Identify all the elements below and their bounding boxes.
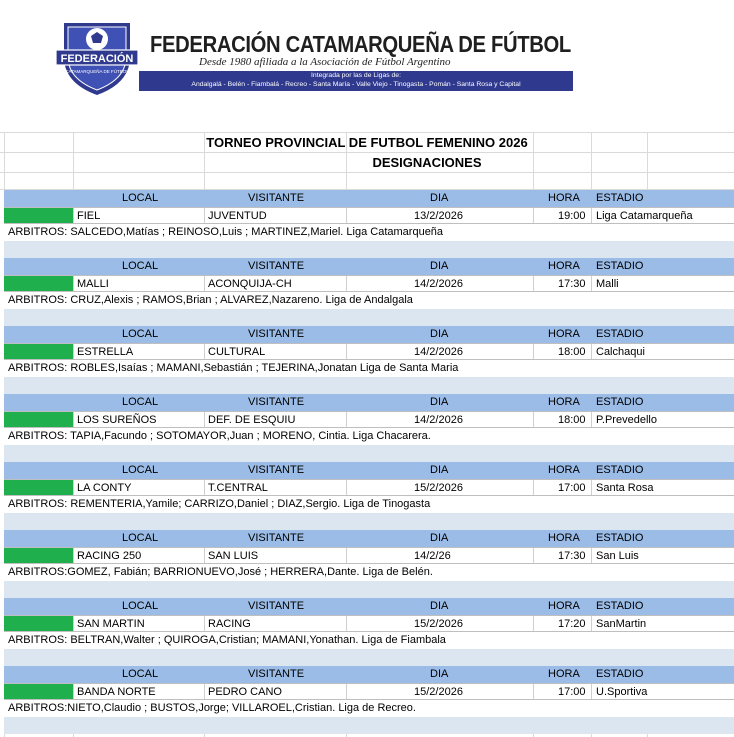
visiting-team: RACING xyxy=(208,618,251,630)
column-header-row xyxy=(4,394,734,411)
referees-text: ARBITROS: CRUZ,Alexis ; RAMOS,Brian ; ALVAREZ,Nazareno. Liga de Andalgala xyxy=(8,294,413,306)
col-estadio: ESTADIO xyxy=(596,532,644,544)
referees-row xyxy=(4,496,734,513)
match-date: 15/2/2026 xyxy=(414,686,463,698)
spacer-row xyxy=(4,513,734,530)
green-marker xyxy=(4,344,73,359)
stadium: SanMartin xyxy=(596,618,647,630)
spacer-row xyxy=(4,309,734,326)
referees-row xyxy=(4,700,734,717)
stadium: Santa Rosa xyxy=(596,482,654,494)
match-row xyxy=(4,275,734,292)
col-local: LOCAL xyxy=(122,600,159,612)
referees-text: ARBITROS: REMENTERIA,Yamile; CARRIZO,Daniel ; DIAZ,Sergio. Liga de Tinogasta xyxy=(8,498,431,510)
designations-title: DESIGNACIONES xyxy=(372,155,482,170)
local-team: ESTRELLA xyxy=(77,346,134,358)
green-marker xyxy=(4,684,73,699)
stadium: San Luis xyxy=(596,550,639,562)
local-team: RACING 250 xyxy=(77,550,142,562)
referees-text: ARBITROS:NIETO,Claudio ; BUSTOS,Jorge; VILLAROEL,Cristian. Liga de Recreo. xyxy=(8,702,416,714)
match-time: 18:00 xyxy=(558,346,586,358)
match-row xyxy=(4,479,734,496)
green-marker xyxy=(4,548,73,563)
local-team: MALLI xyxy=(77,278,109,290)
match-date: 15/2/2026 xyxy=(414,482,463,494)
column-header-row xyxy=(4,190,734,207)
col-visitante: VISITANTE xyxy=(248,532,305,544)
visiting-team: CULTURAL xyxy=(208,346,266,358)
federation-header xyxy=(0,0,734,132)
match-time: 18:00 xyxy=(558,414,586,426)
column-header-row xyxy=(4,666,734,683)
match-date: 13/2/2026 xyxy=(414,210,463,222)
ligas-heading: Integrada por las de Ligas de: xyxy=(311,72,401,79)
spacer-row xyxy=(4,377,734,394)
match-date: 14/2/2026 xyxy=(414,346,463,358)
match-row xyxy=(4,683,734,700)
col-local: LOCAL xyxy=(122,260,159,272)
match-date: 14/2/26 xyxy=(414,550,451,562)
spacer-row xyxy=(4,717,734,734)
spacer-row xyxy=(4,581,734,598)
col-estadio: ESTADIO xyxy=(596,464,644,476)
federation-subtitle: Desde 1980 afiliada a la Asociación de Fútbol Argentino xyxy=(199,56,451,68)
referees-row xyxy=(4,360,734,377)
col-dia: DIA xyxy=(430,464,449,476)
green-marker xyxy=(4,616,73,631)
col-hora: HORA xyxy=(548,192,580,204)
match-row xyxy=(4,615,734,632)
col-dia: DIA xyxy=(430,600,449,612)
referees-row xyxy=(4,292,734,309)
local-team: LA CONTY xyxy=(77,482,132,494)
tournament-title: TORNEO PROVINCIAL DE FUTBOL FEMENINO 2026 xyxy=(206,135,528,150)
stadium: Calchaqui xyxy=(596,346,645,358)
col-dia: DIA xyxy=(430,532,449,544)
stadium: U.Sportiva xyxy=(596,686,648,698)
match-time: 17:30 xyxy=(558,278,586,290)
stadium: Malli xyxy=(596,278,619,290)
visiting-team: ACONQUIJA-CH xyxy=(208,278,292,290)
col-estadio: ESTADIO xyxy=(596,600,644,612)
col-estadio: ESTADIO xyxy=(596,396,644,408)
match-time: 17:20 xyxy=(558,618,586,630)
match-date: 14/2/2026 xyxy=(414,278,463,290)
col-estadio: ESTADIO xyxy=(596,260,644,272)
col-visitante: VISITANTE xyxy=(248,192,305,204)
match-time: 17:00 xyxy=(558,686,586,698)
visiting-team: PEDRO CANO xyxy=(208,686,282,698)
spacer-row xyxy=(4,241,734,258)
col-estadio: ESTADIO xyxy=(596,192,644,204)
col-visitante: VISITANTE xyxy=(248,328,305,340)
referees-row xyxy=(4,224,734,241)
col-hora: HORA xyxy=(548,328,580,340)
spacer-row xyxy=(4,445,734,462)
match-date: 15/2/2026 xyxy=(414,618,463,630)
local-team: LOS SUREÑOS xyxy=(77,414,157,426)
local-team: SAN MARTIN xyxy=(77,618,145,630)
match-date: 14/2/2026 xyxy=(414,414,463,426)
column-header-row xyxy=(4,258,734,275)
col-hora: HORA xyxy=(548,532,580,544)
green-marker xyxy=(4,412,73,427)
svg-text:CATAMARQUEÑA DE FÚTBOL: CATAMARQUEÑA DE FÚTBOL xyxy=(65,69,129,74)
col-local: LOCAL xyxy=(122,192,159,204)
referees-text: ARBITROS: BELTRAN,Walter ; QUIROGA,Cristian; MAMANI,Yonathan. Liga de Fiambala xyxy=(8,634,446,646)
local-team: BANDA NORTE xyxy=(77,686,156,698)
col-hora: HORA xyxy=(548,668,580,680)
col-hora: HORA xyxy=(548,600,580,612)
referees-text: ARBITROS: ROBLES,Isaías ; MAMANI,Sebastián ; TEJERINA,Jonatan Liga de Santa Maria xyxy=(8,362,459,374)
col-local: LOCAL xyxy=(122,328,159,340)
match-time: 17:30 xyxy=(558,550,586,562)
referees-text: ARBITROS:GOMEZ, Fabián; BARRIONUEVO,José ; HERRERA,Dante. Liga de Belén. xyxy=(8,566,433,578)
referees-row xyxy=(4,632,734,649)
col-visitante: VISITANTE xyxy=(248,668,305,680)
col-estadio: ESTADIO xyxy=(596,328,644,340)
match-row xyxy=(4,207,734,224)
col-dia: DIA xyxy=(430,396,449,408)
match-time: 19:00 xyxy=(558,210,586,222)
visiting-team: DEF. DE ESQUIU xyxy=(208,414,296,426)
col-local: LOCAL xyxy=(122,396,159,408)
svg-text:FEDERACIÓN: FEDERACIÓN xyxy=(60,53,134,65)
green-marker xyxy=(4,480,73,495)
referees-row xyxy=(4,564,734,581)
ligas-list: Andalgalá - Belén - Fiambalá - Recreo - Santa María - Valle Viejo - Tinogasta - Pomán - Santa Rosa y Capital xyxy=(191,80,521,88)
match-time: 17:00 xyxy=(558,482,586,494)
match-row xyxy=(4,411,734,428)
col-visitante: VISITANTE xyxy=(248,260,305,272)
col-estadio: ESTADIO xyxy=(596,668,644,680)
federation-logo xyxy=(54,17,140,97)
col-dia: DIA xyxy=(430,668,449,680)
column-header-row xyxy=(4,598,734,615)
column-header-row xyxy=(4,462,734,479)
col-local: LOCAL xyxy=(122,464,159,476)
federation-title: FEDERACIÓN CATAMARQUEÑA DE FÚTBOL xyxy=(150,31,571,57)
ligas-band xyxy=(139,71,573,91)
match-row xyxy=(4,343,734,360)
referees-row xyxy=(4,428,734,445)
visiting-team: JUVENTUD xyxy=(208,210,267,222)
visiting-team: T.CENTRAL xyxy=(208,482,268,494)
green-marker xyxy=(4,208,73,223)
col-visitante: VISITANTE xyxy=(248,464,305,476)
stadium: Liga Catamarqueña xyxy=(596,210,693,222)
column-header-row xyxy=(4,530,734,547)
referees-text: ARBITROS: SALCEDO,Matías ; REINOSO,Luis ; MARTINEZ,Mariel. Liga Catamarqueña xyxy=(8,226,444,238)
spacer-row xyxy=(4,649,734,666)
col-dia: DIA xyxy=(430,192,449,204)
col-visitante: VISITANTE xyxy=(248,600,305,612)
col-hora: HORA xyxy=(548,260,580,272)
col-hora: HORA xyxy=(548,464,580,476)
col-dia: DIA xyxy=(430,328,449,340)
col-local: LOCAL xyxy=(122,532,159,544)
green-marker xyxy=(4,276,73,291)
col-dia: DIA xyxy=(430,260,449,272)
col-visitante: VISITANTE xyxy=(248,396,305,408)
col-hora: HORA xyxy=(548,396,580,408)
visiting-team: SAN LUIS xyxy=(208,550,259,562)
stadium: P.Prevedello xyxy=(596,414,657,426)
referees-text: ARBITROS: TAPIA,Facundo ; SOTOMAYOR,Juan ; MORENO, Cintia. Liga Chacarera. xyxy=(8,430,431,442)
col-local: LOCAL xyxy=(122,668,159,680)
local-team: FIEL xyxy=(77,210,101,222)
column-header-row xyxy=(4,326,734,343)
match-row xyxy=(4,547,734,564)
